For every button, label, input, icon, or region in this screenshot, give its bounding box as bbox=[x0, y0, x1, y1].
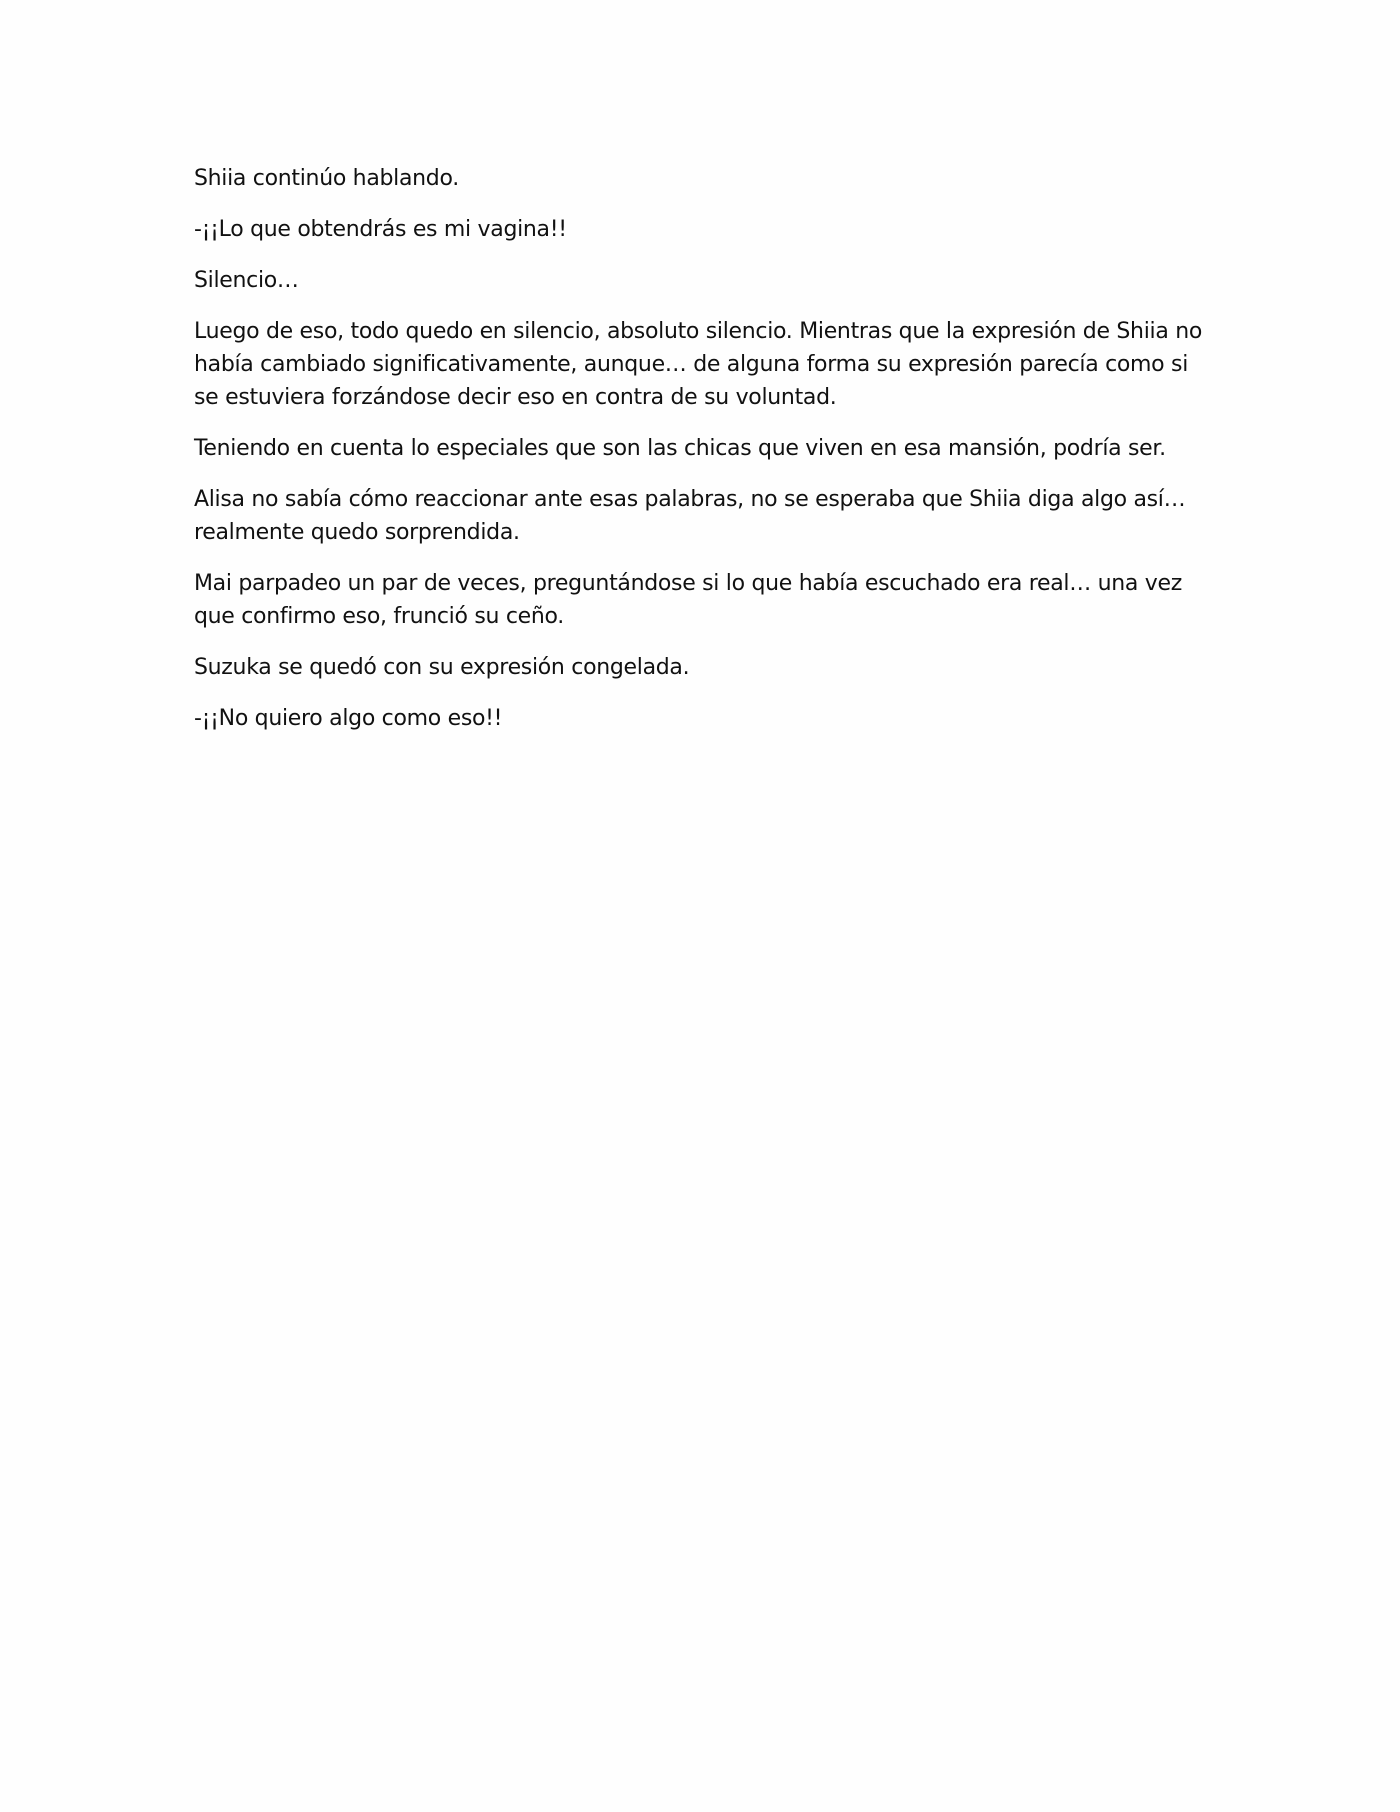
document-body bbox=[194, 162, 1214, 753]
paragraph: Teniendo en cuenta lo especiales que son las chicas que viven en esa mansión, podría ser. bbox=[194, 436, 1166, 461]
paragraph: Mai parpadeo un par de veces, preguntándose si lo que había escuchado era real… una vez que confirmo eso, frunció su ceño. bbox=[194, 571, 1182, 629]
paragraph: Alisa no sabía cómo reaccionar ante esas palabras, no se esperaba que Shiia diga algo así… realmente quedo sorprendida. bbox=[194, 487, 1186, 545]
paragraph: Silencio… bbox=[194, 268, 299, 293]
paragraph: -¡¡Lo que obtendrás es mi vagina!! bbox=[194, 217, 567, 242]
paragraph: Luego de eso, todo quedo en silencio, absoluto silencio. Mientras que la expresión de Shiia no había cambiado significativamente, aunque… de alguna forma su expresión parecía como si se estuviera forzándose decir eso en contra de su voluntad. bbox=[194, 319, 1203, 410]
paragraph: -¡¡No quiero algo como eso!! bbox=[194, 706, 503, 731]
paragraph: Suzuka se quedó con su expresión congelada. bbox=[194, 655, 690, 680]
paragraph: Shiia continúo hablando. bbox=[194, 166, 459, 191]
